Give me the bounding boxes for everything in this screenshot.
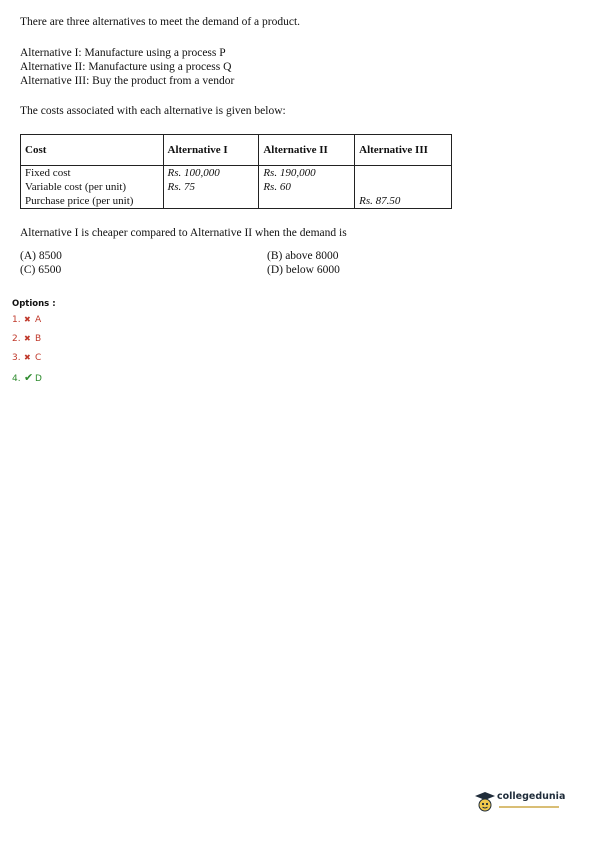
option-label: D [35, 374, 42, 384]
logo-text: collegedunia [497, 791, 566, 802]
option-number: 4. [12, 374, 21, 384]
option-4[interactable] [12, 371, 42, 384]
option-2[interactable] [12, 334, 41, 344]
choice-a: (A) 8500 [20, 250, 62, 262]
collegedunia-logo [474, 790, 570, 816]
alternative-1: Alternative I: Manufacture using a process P [20, 47, 226, 59]
table-cell: Rs. 87.50 [355, 194, 452, 209]
cross-icon: ✖ [24, 315, 31, 324]
alternatives-list [20, 46, 234, 88]
cost-table [20, 134, 452, 209]
table-cell: Rs. 100,000 [163, 166, 259, 181]
choice-c: (C) 6500 [20, 264, 62, 276]
table-cell: Purchase price (per unit) [21, 194, 164, 209]
table-header-row [21, 135, 452, 166]
option-3[interactable] [12, 353, 41, 363]
cross-icon: ✖ [24, 353, 31, 362]
table-cell [355, 180, 452, 194]
option-number: 1. [12, 315, 21, 325]
table-header: Alternative III [355, 135, 452, 166]
table-cell: Variable cost (per unit) [21, 180, 164, 194]
table-cell [259, 194, 355, 209]
choice-b: (B) above 8000 [267, 250, 339, 262]
table-row [21, 180, 452, 194]
cross-icon: ✖ [24, 334, 31, 343]
graduate-cap-icon [474, 790, 496, 814]
option-label: C [35, 353, 42, 363]
table-header: Alternative II [259, 135, 355, 166]
table-cell: Rs. 60 [259, 180, 355, 194]
table-row [21, 194, 452, 209]
table-cell: Rs. 75 [163, 180, 259, 194]
option-number: 2. [12, 334, 21, 344]
alternative-2: Alternative II: Manufacture using a process Q [20, 61, 232, 73]
intro-text: There are three alternatives to meet the demand of a product. [20, 16, 301, 28]
table-cell: Fixed cost [21, 166, 164, 181]
question-text: Alternative I is cheaper compared to Alternative II when the demand is [20, 227, 347, 239]
option-1[interactable] [12, 315, 41, 325]
option-label: A [35, 315, 42, 325]
costs-intro-text: The costs associated with each alternative is given below: [20, 105, 286, 117]
table-cell: Rs. 190,000 [259, 166, 355, 181]
options-label: Options : [12, 299, 56, 309]
logo-tagline-bar [499, 806, 559, 808]
table-cell [355, 166, 452, 181]
table-header: Alternative I [163, 135, 259, 166]
choice-d: (D) below 6000 [267, 264, 340, 276]
table-row [21, 166, 452, 181]
alternative-3: Alternative III: Buy the product from a vendor [20, 75, 235, 87]
option-label: B [35, 334, 42, 344]
checkmark-icon: ✔ [24, 371, 34, 384]
table-cell [163, 194, 259, 209]
table-header: Cost [21, 135, 164, 166]
option-number: 3. [12, 353, 21, 363]
